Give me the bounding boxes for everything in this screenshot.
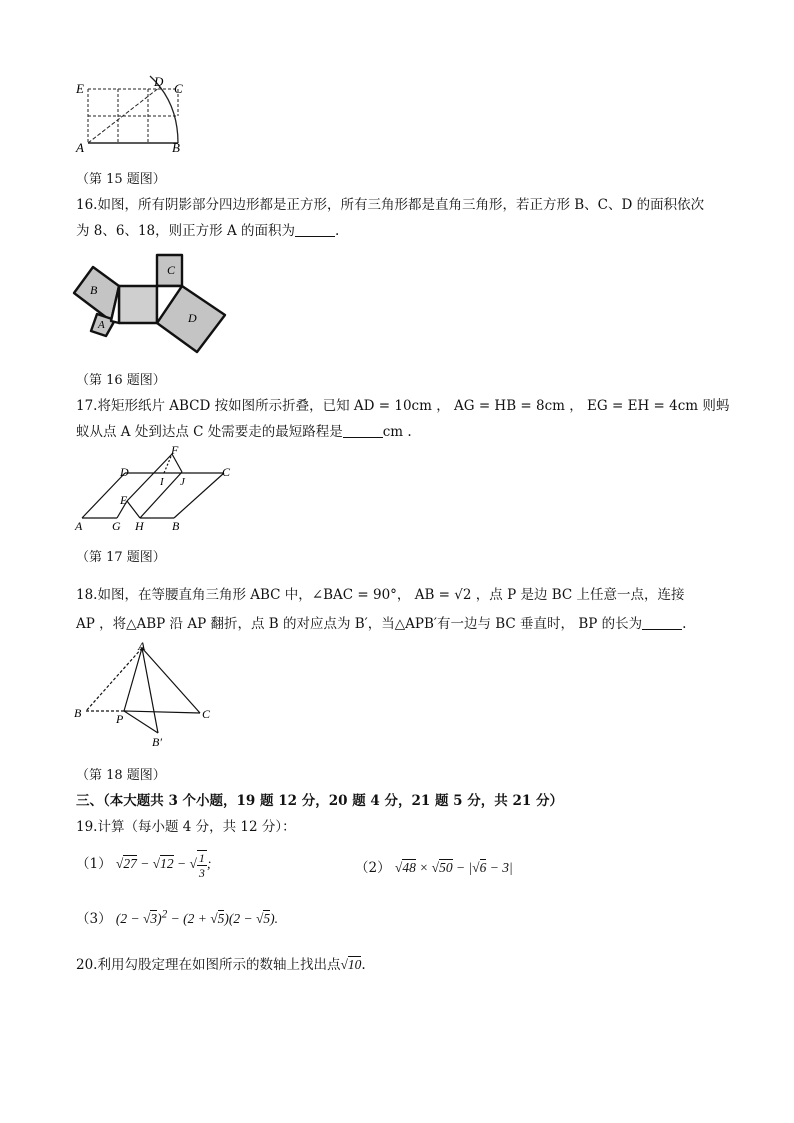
label-B: B [172, 519, 180, 533]
expression-3: $(2 - √3)^2 - (2 + √5)(2 - √5)$. [115, 908, 279, 926]
q16-line1: 16.如图，所有阴影部分四边形都是正方形，所有三角形都是直角三角形，若正方形 B、C、D 的面积依次 [76, 197, 705, 213]
label-D: D [154, 74, 164, 89]
figure-18 [72, 640, 220, 752]
label-B-prime: B′ [152, 735, 162, 749]
label-E: E [76, 81, 84, 96]
segment-HE [127, 501, 140, 518]
answer-blank [343, 424, 383, 439]
caption-fig16: （第 16 题图） [76, 373, 166, 388]
q17-line1: 17.将矩形纸片 ABCD 按如图所示折叠，已知 AD = 10cm ， AG = HB = 8cm ， EG = EH = 4cm 则蚂 [76, 398, 730, 414]
caption-fig18: （第 18 题图） [76, 768, 166, 783]
segment-PB2 [124, 711, 158, 733]
segment-AC [142, 648, 200, 713]
q18-line1: 18.如图，在等腰直角三角形 ABC 中，∠BAC = 90°， AB = √2 ，点 P 是边 BC 上任意一点，连接 [76, 587, 685, 603]
label-C: C [202, 707, 211, 721]
q20-text: 20.利用勾股定理在如图所示的数轴上找出点√10. [76, 957, 366, 973]
label-H: H [135, 519, 144, 533]
figure-16 [70, 252, 230, 358]
segment-AD [82, 473, 125, 518]
answer-blank [295, 223, 335, 238]
sqrt-10: √10 [340, 957, 362, 972]
label-C: C [174, 81, 183, 96]
expression-2: √48 × √50 − |√6 − 3| [394, 860, 513, 875]
figure-15 [70, 72, 200, 157]
label-D: D [188, 311, 197, 325]
caption-fig15: （第 15 题图） [76, 172, 166, 187]
diagonal-line [88, 87, 160, 143]
q17-line2: 蚁从点 A 处到达点 C 处需要走的最短路程是 cm . [76, 424, 412, 440]
label-A: A [98, 319, 105, 331]
label-F: F [171, 444, 179, 457]
q16-line2: 为 8、6、18，则正方形 A 的面积为 . [76, 223, 340, 239]
q19-part1: （1） √27 − √12 − √ $\frac{1}{3}$ ; [76, 851, 212, 880]
segment-PC [124, 711, 200, 713]
label-G: G [112, 519, 121, 533]
label-B: B [90, 283, 98, 297]
label-C: C [167, 263, 176, 277]
q19-title: 19.计算（每小题 4 分，共 12 分）： [76, 819, 296, 835]
q19-part3: （3） $(2 - √3)^2 - (2 + √5)(2 - √5)$. [76, 908, 279, 927]
caption-fig17: （第 17 题图） [76, 550, 166, 565]
label-A: A [75, 519, 83, 533]
q18-line2: AP ，将△ABP 沿 AP 翻折，点 B 的对应点为 B′，当△APB′有一边与 BC 垂直时， BP 的长为 . [76, 616, 687, 632]
label-E: E [120, 493, 128, 507]
label-D: D [120, 465, 129, 479]
segment-AP [124, 648, 142, 711]
label-A: A [138, 640, 146, 653]
label-A: A [76, 140, 84, 155]
expression-1: √27 − √12 − √ $\frac{1}{3}$ ; [115, 851, 212, 880]
segment-AB2 [142, 648, 158, 733]
figure-17 [72, 444, 247, 534]
label-B: B [74, 706, 82, 720]
square-middle [119, 286, 157, 323]
label-I: I [160, 476, 164, 488]
segment-EF [127, 454, 172, 501]
section3-title: 三、（本大题共 3 个小题，19 题 12 分，20 题 4 分，21 题 5 分，共 21 分） [76, 793, 563, 809]
label-C: C [222, 465, 231, 479]
label-J: J [180, 476, 185, 488]
q19-part2: （2） √48 × √50 − |√6 − 3| [355, 860, 513, 876]
answer-blank [642, 616, 682, 631]
label-P: P [116, 712, 124, 726]
label-B: B [172, 140, 180, 155]
